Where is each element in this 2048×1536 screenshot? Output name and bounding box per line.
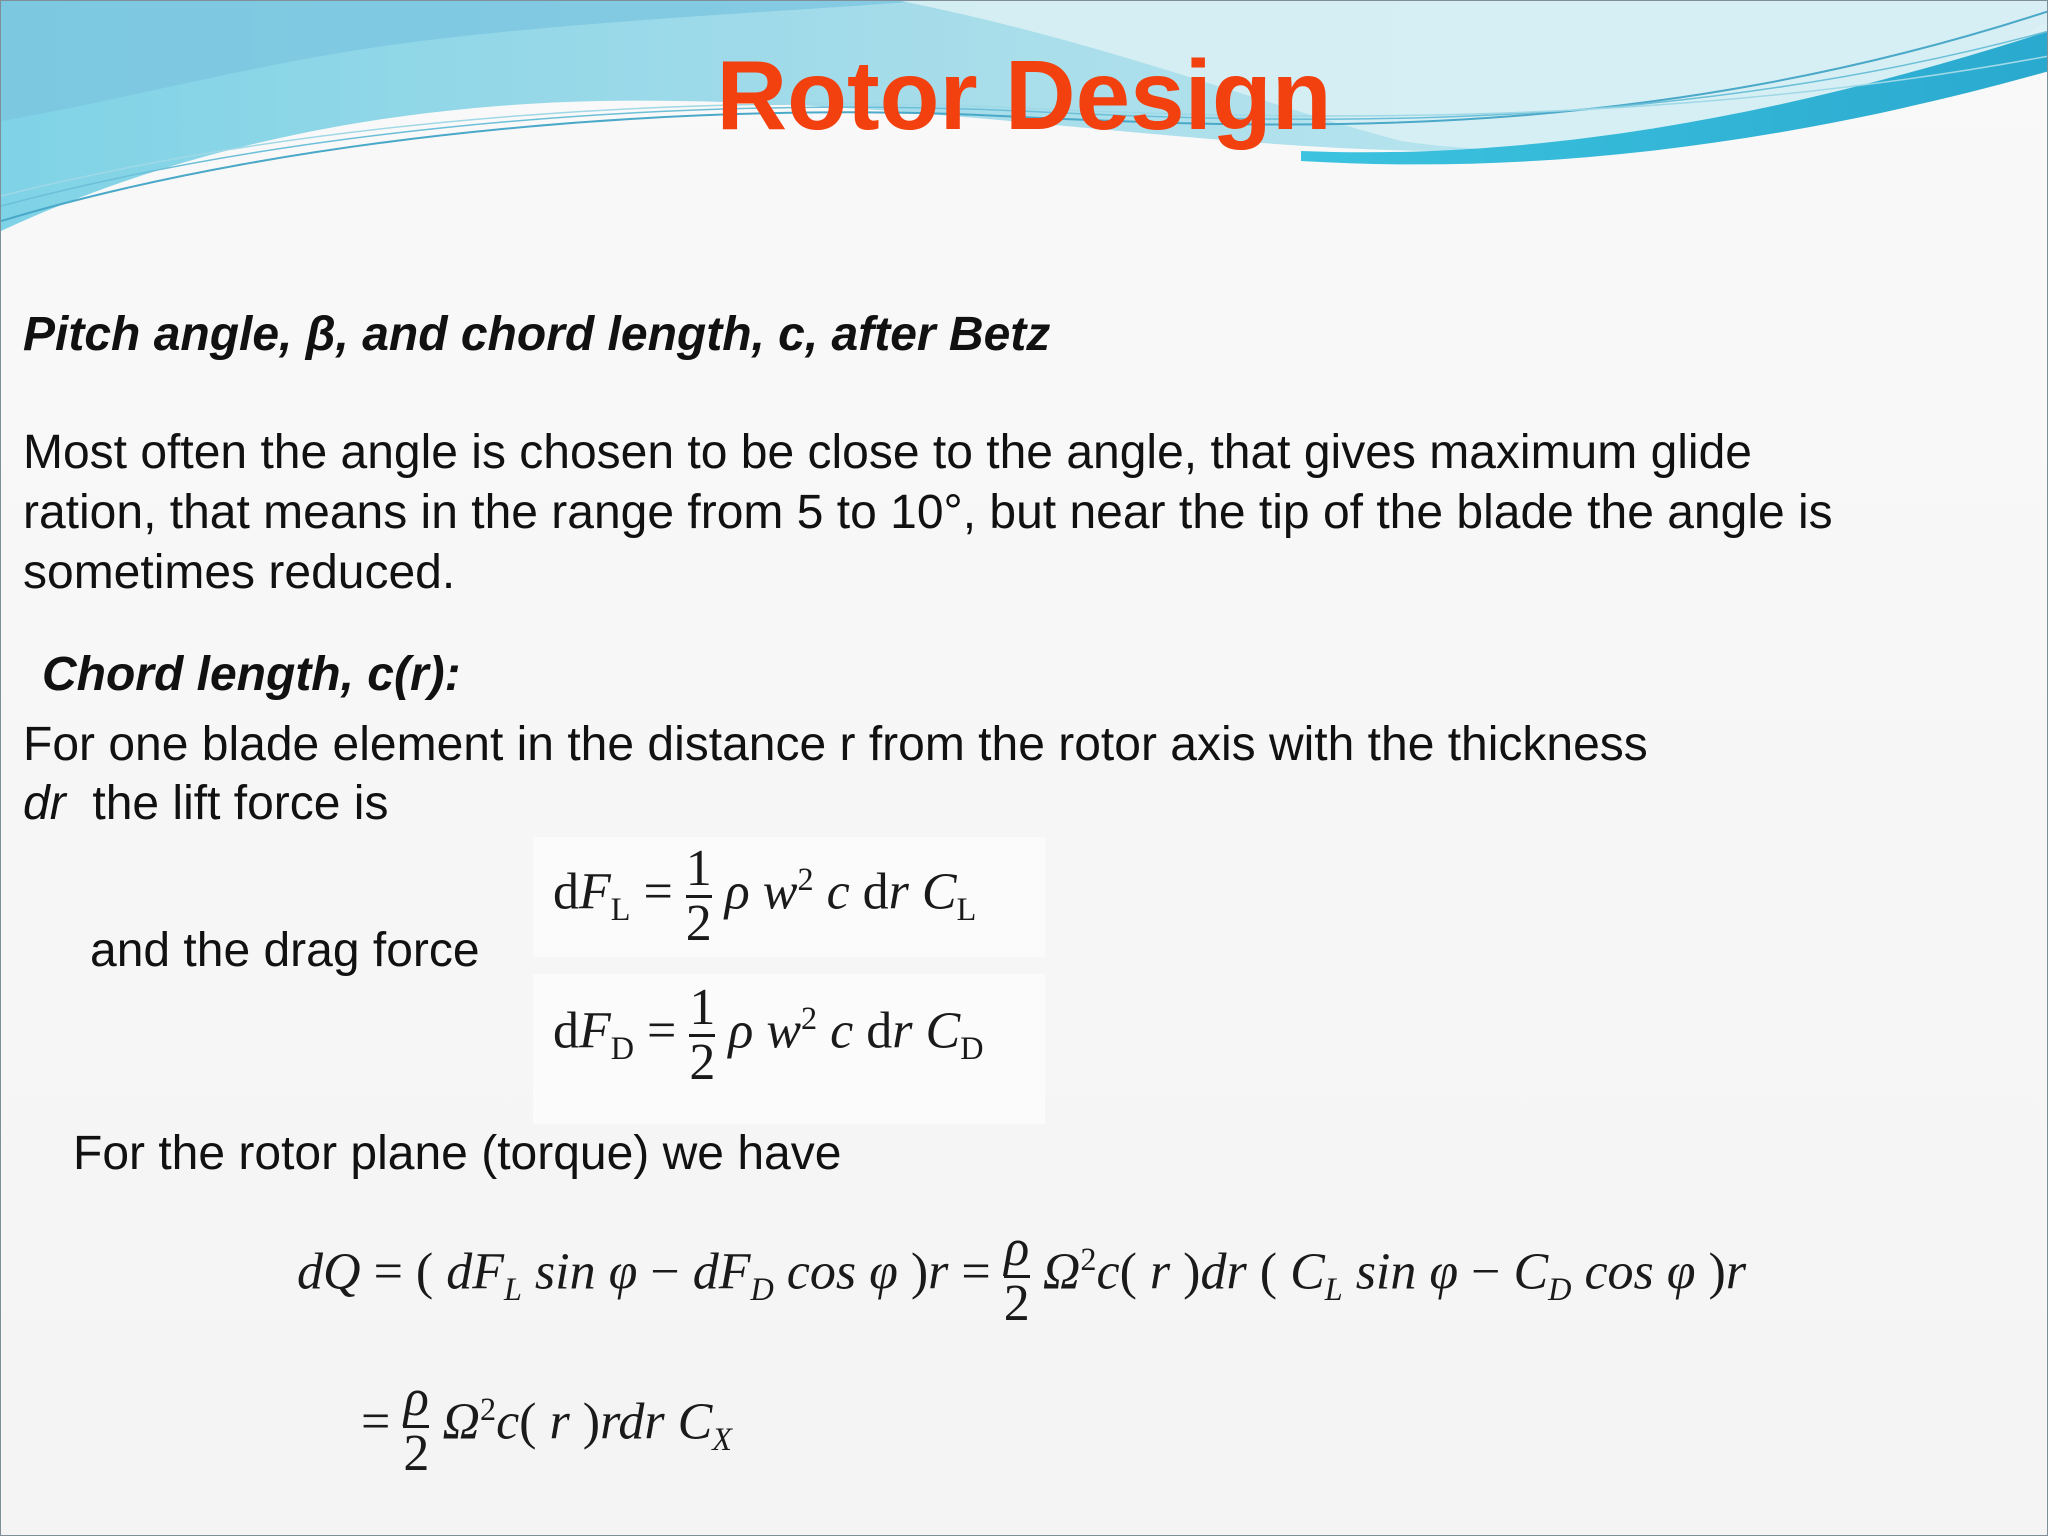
lift-text-rest: the lift force is xyxy=(65,777,389,830)
body-paragraph xyxy=(23,423,2023,603)
lift-text-line-2 xyxy=(23,773,388,834)
lift-equation: $dF_L$ = $\frac{1}{2}$ ρ $w^2$ c dr $C_L$ xyxy=(533,837,1045,957)
chord-length-heading: Chord length, c(r): xyxy=(42,648,461,701)
drag-force-label: and the drag force xyxy=(90,924,480,977)
paragraph-line: sometimes reduced. xyxy=(23,546,456,599)
torque-label: For the rotor plane (torque) we have xyxy=(73,1127,842,1180)
subheading: Pitch angle, β, and chord length, c, after Betz xyxy=(23,308,1051,361)
slide-title: Rotor Design xyxy=(716,40,1332,150)
lift-text-line-1: For one blade element in the distance r from the rotor axis with the thickness xyxy=(23,718,1648,771)
dr-variable: dr xyxy=(23,777,66,830)
paragraph-line: Most often the angle is chosen to be close to the angle, that gives maximum glide xyxy=(23,426,1752,479)
paragraph-line: ration, that means in the range from 5 to 10°, but near the tip of the blade the angle is xyxy=(23,486,1833,539)
drag-equation: $dF_D$ = $\frac{1}{2}$ ρ $w^2$ c dr $C_D$ xyxy=(533,974,1045,1124)
torque-equation: dQ = ( $dF_L$ $\sin \varphi - dF_D$ cos φ )r = $\frac{\rho}{2}$ $\Omega^2c$( r )dr ( $C_L$ $\sin \varphi - C_D$ cos φ )r xyxy=(297,1220,1747,1332)
torque-equation-continuation: = $\frac{\rho}{2}$ $\Omega^2c$( r )rdr $C_X$ xyxy=(361,1370,732,1482)
